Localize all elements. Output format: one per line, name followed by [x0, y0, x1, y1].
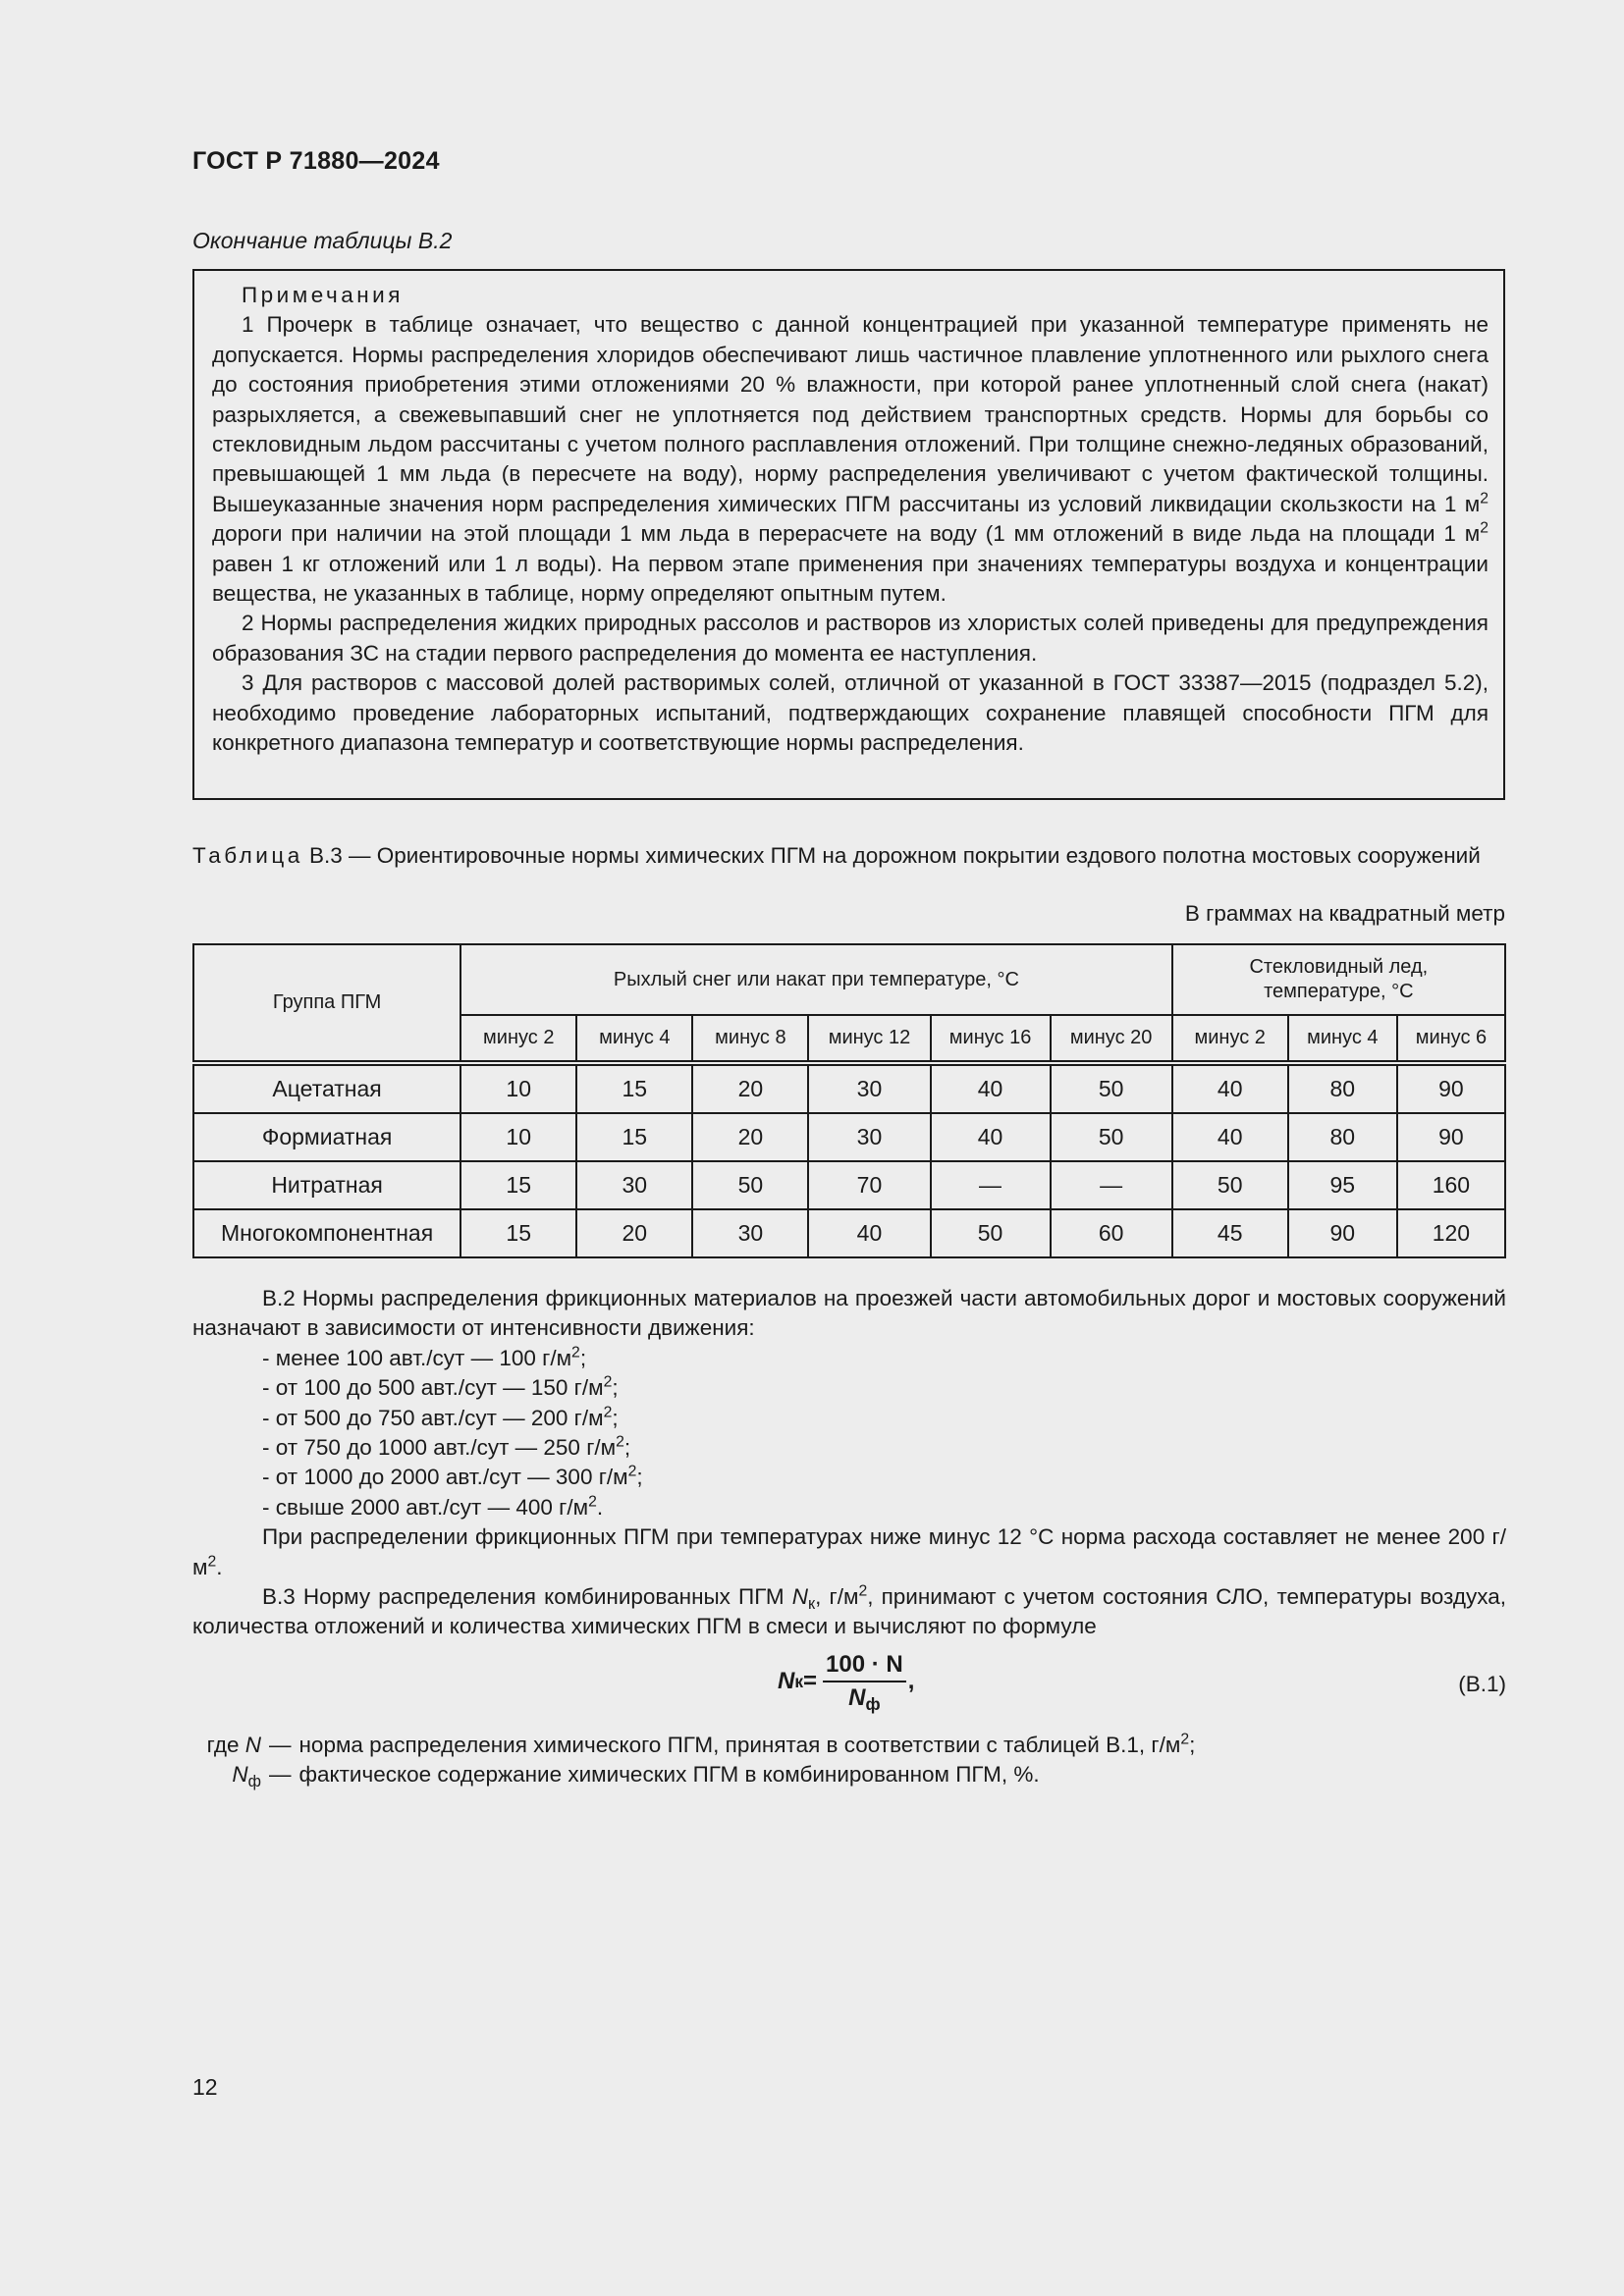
table-cell: 90	[1288, 1209, 1397, 1257]
header-snow: Рыхлый снег или накат при температуре, °С	[460, 944, 1171, 1015]
table-units: В граммах на квадратный метр	[1184, 901, 1505, 926]
list-item: - от 500 до 750 авт./сут — 200 $г/м^2$;	[262, 1403, 619, 1430]
table-row	[193, 1209, 1505, 1257]
traffic-norms-list	[192, 1344, 1506, 1522]
table-cell: 50	[931, 1209, 1051, 1257]
row-group-name: Ацетатная	[193, 1063, 460, 1113]
formula-numerator: 100 · N	[823, 1650, 906, 1682]
body-text	[192, 1284, 1506, 1790]
table-cell: 30	[692, 1209, 808, 1257]
formula-number: (В.1)	[1458, 1671, 1506, 1696]
note-2: 2 Нормы распределения жидких природных рассолов и растворов из хлористых солей приведены для предупреждения образования ЗС на стадии первого распределения до момента ее наступления.	[212, 611, 1489, 666]
table-cell: 80	[1288, 1063, 1397, 1113]
table-cell: 160	[1397, 1161, 1505, 1209]
header-temp-cell: минус 6	[1397, 1015, 1505, 1063]
section-b3: В.3 Норму распределения комбинированных ПГМ $N_к$, $г/м^2$, принимают с учетом состояния СЛО, температуры воздуха, количества отложений и количества химических ПГМ в смеси и вычисляют по формуле	[192, 1582, 1507, 1639]
formula-fraction	[823, 1650, 906, 1714]
table-caption-label: Таблица	[192, 843, 303, 868]
norms-table	[192, 943, 1506, 1258]
table-cell: 45	[1172, 1209, 1288, 1257]
table-cell: 50	[1172, 1161, 1288, 1209]
continuation-caption: Окончание таблицы В.2	[192, 228, 453, 253]
formula-definitions	[192, 1731, 1506, 1790]
table-cell: 50	[692, 1161, 808, 1209]
table-cell: 20	[692, 1113, 808, 1161]
table-cell: 30	[808, 1063, 930, 1113]
table-cell: 20	[576, 1209, 692, 1257]
table-cell: 95	[1288, 1161, 1397, 1209]
header-group: Группа ПГМ	[193, 944, 460, 1063]
page-number: 12	[192, 2074, 218, 2100]
formula-denominator: $N_ф$	[848, 1684, 881, 1715]
list-item: - свыше 2000 авт./сут — 400 $г/м^2$.	[262, 1493, 604, 1520]
definition-row: $N_ф$ — фактическое содержание химических ПГМ в комбинированном ПГМ, %.	[232, 1762, 1040, 1791]
header-temp-cell: минус 16	[931, 1015, 1051, 1063]
table-cell: 10	[460, 1113, 576, 1161]
note-3: 3 Для растворов с массовой долей растворимых солей, отличной от указанной в ГОСТ 33387—2015 (подраздел 5.2), необходимо проведение лабораторных испытаний, подтверждающих сохранение плавящей способности ПГМ для конкретного диапазона температур и соответствующие нормы распределения.	[212, 670, 1489, 756]
table-cell: 80	[1288, 1113, 1397, 1161]
list-item: - от 1000 до 2000 авт./сут — 300 $г/м^2$;	[262, 1463, 643, 1490]
row-group-name: Нитратная	[193, 1161, 460, 1209]
list-item: - от 100 до 500 авт./сут — 150 $г/м^2$;	[262, 1373, 619, 1401]
table-body	[193, 1063, 1505, 1257]
table-cell: 40	[1172, 1113, 1288, 1161]
header-temp-cell: минус 4	[576, 1015, 692, 1063]
header-temp-cell: минус 12	[808, 1015, 930, 1063]
table-cell: 15	[460, 1209, 576, 1257]
table-cell: 120	[1397, 1209, 1505, 1257]
header-temp-cell: минус 2	[460, 1015, 576, 1063]
notes-box	[192, 269, 1505, 800]
list-item: - от 750 до 1000 авт./сут — 250 $г/м^2$;	[262, 1433, 631, 1461]
notes-title: Примечания	[242, 283, 404, 307]
table-cell: 90	[1397, 1113, 1505, 1161]
table-caption-text: В.3 — Ориентировочные нормы химических ПГМ на дорожном покрытии ездового полотна мостовых сооружений	[302, 843, 1481, 868]
section-b2-intro: В.2 Нормы распределения фрикционных материалов на проезжей части автомобильных дорог и мостовых сооружений назначают в зависимости от интенсивности движения:	[192, 1286, 1506, 1341]
table-cell: 90	[1397, 1063, 1505, 1113]
low-temp-note: При распределении фрикционных ПГМ при температурах ниже минус 12 °С норма расхода составляет не менее 200 $г/м^2$.	[192, 1524, 1506, 1579]
table-cell: 70	[808, 1161, 930, 1209]
table-cell: 60	[1051, 1209, 1172, 1257]
note-1: 1 Прочерк в таблице означает, что вещество с данной концентрацией при указанной температуре применять не допускается. Нормы распределения хлоридов обеспечивают лишь частичное плавление уплотненного или рыхлого снега до состояния приобретения этими отложениями 20 % влажности, при которой ранее уплотненный слой снега (накат) разрыхляется, а свежевыпавший снег не уплотняется под действием транспортных средств. Нормы для борьбы со стекловидным льдом рассчитаны с учетом полного расплавления отложений. При толщине снежно-ледяных образований, превышающей 1 мм льда (в пересчете на воду), норму распределения увеличивают с учетом фактической толщины. Вышеуказанные значения норм распределения химических ПГМ рассчитаны из условий ликвидации скользкости на 1 $м^2$ дороги при наличии на этой площади 1 мм льда в перерасчете на воду (1 мм отложений в виде льда на площади 1 $м^2$ равен 1 кг отложений или 1 л воды). На первом этапе применения при значениях температуры воздуха и концентрации вещества, не указанных в таблице, норму определяют опытным путем.	[212, 312, 1489, 607]
table-cell: 15	[576, 1063, 692, 1113]
header-temp-cell: минус 20	[1051, 1015, 1172, 1063]
formula-b1	[192, 1648, 1506, 1721]
table-cell: 20	[692, 1063, 808, 1113]
table-caption	[192, 841, 1505, 871]
table-cell: 40	[808, 1209, 930, 1257]
table-cell: —	[1051, 1161, 1172, 1209]
header-ice: Стекловидный лед, температуре, °С	[1172, 944, 1505, 1015]
header-temp-cell: минус 4	[1288, 1015, 1397, 1063]
table-row	[193, 1161, 1505, 1209]
table-row	[193, 1063, 1505, 1113]
row-group-name: Формиатная	[193, 1113, 460, 1161]
table-cell: 50	[1051, 1063, 1172, 1113]
formula-expression: N к = $\frac{100 \cdot N}{N_ф}$ ,	[778, 1650, 915, 1715]
definition-row: где N — норма распределения химического ПГМ, принятая в соответствии с таблицей В.1, $г/м^2$;	[206, 1731, 1196, 1757]
table-cell: 15	[576, 1113, 692, 1161]
table-cell: 40	[931, 1063, 1051, 1113]
header-temp-cell: минус 2	[1172, 1015, 1288, 1063]
table-cell: —	[931, 1161, 1051, 1209]
table-row	[193, 1113, 1505, 1161]
table-cell: 30	[808, 1113, 930, 1161]
list-item: - менее 100 авт./сут — 100 $г/м^2$;	[262, 1344, 587, 1370]
table-cell: 10	[460, 1063, 576, 1113]
table-cell: 30	[576, 1161, 692, 1209]
table-cell: 40	[1172, 1063, 1288, 1113]
table-cell: 40	[931, 1113, 1051, 1161]
header-temp-cell: минус 8	[692, 1015, 808, 1063]
table-cell: 50	[1051, 1113, 1172, 1161]
row-group-name: Многокомпонентная	[193, 1209, 460, 1257]
table-cell: 15	[460, 1161, 576, 1209]
document-id: ГОСТ Р 71880—2024	[192, 147, 440, 175]
where-label: где	[206, 1732, 240, 1757]
